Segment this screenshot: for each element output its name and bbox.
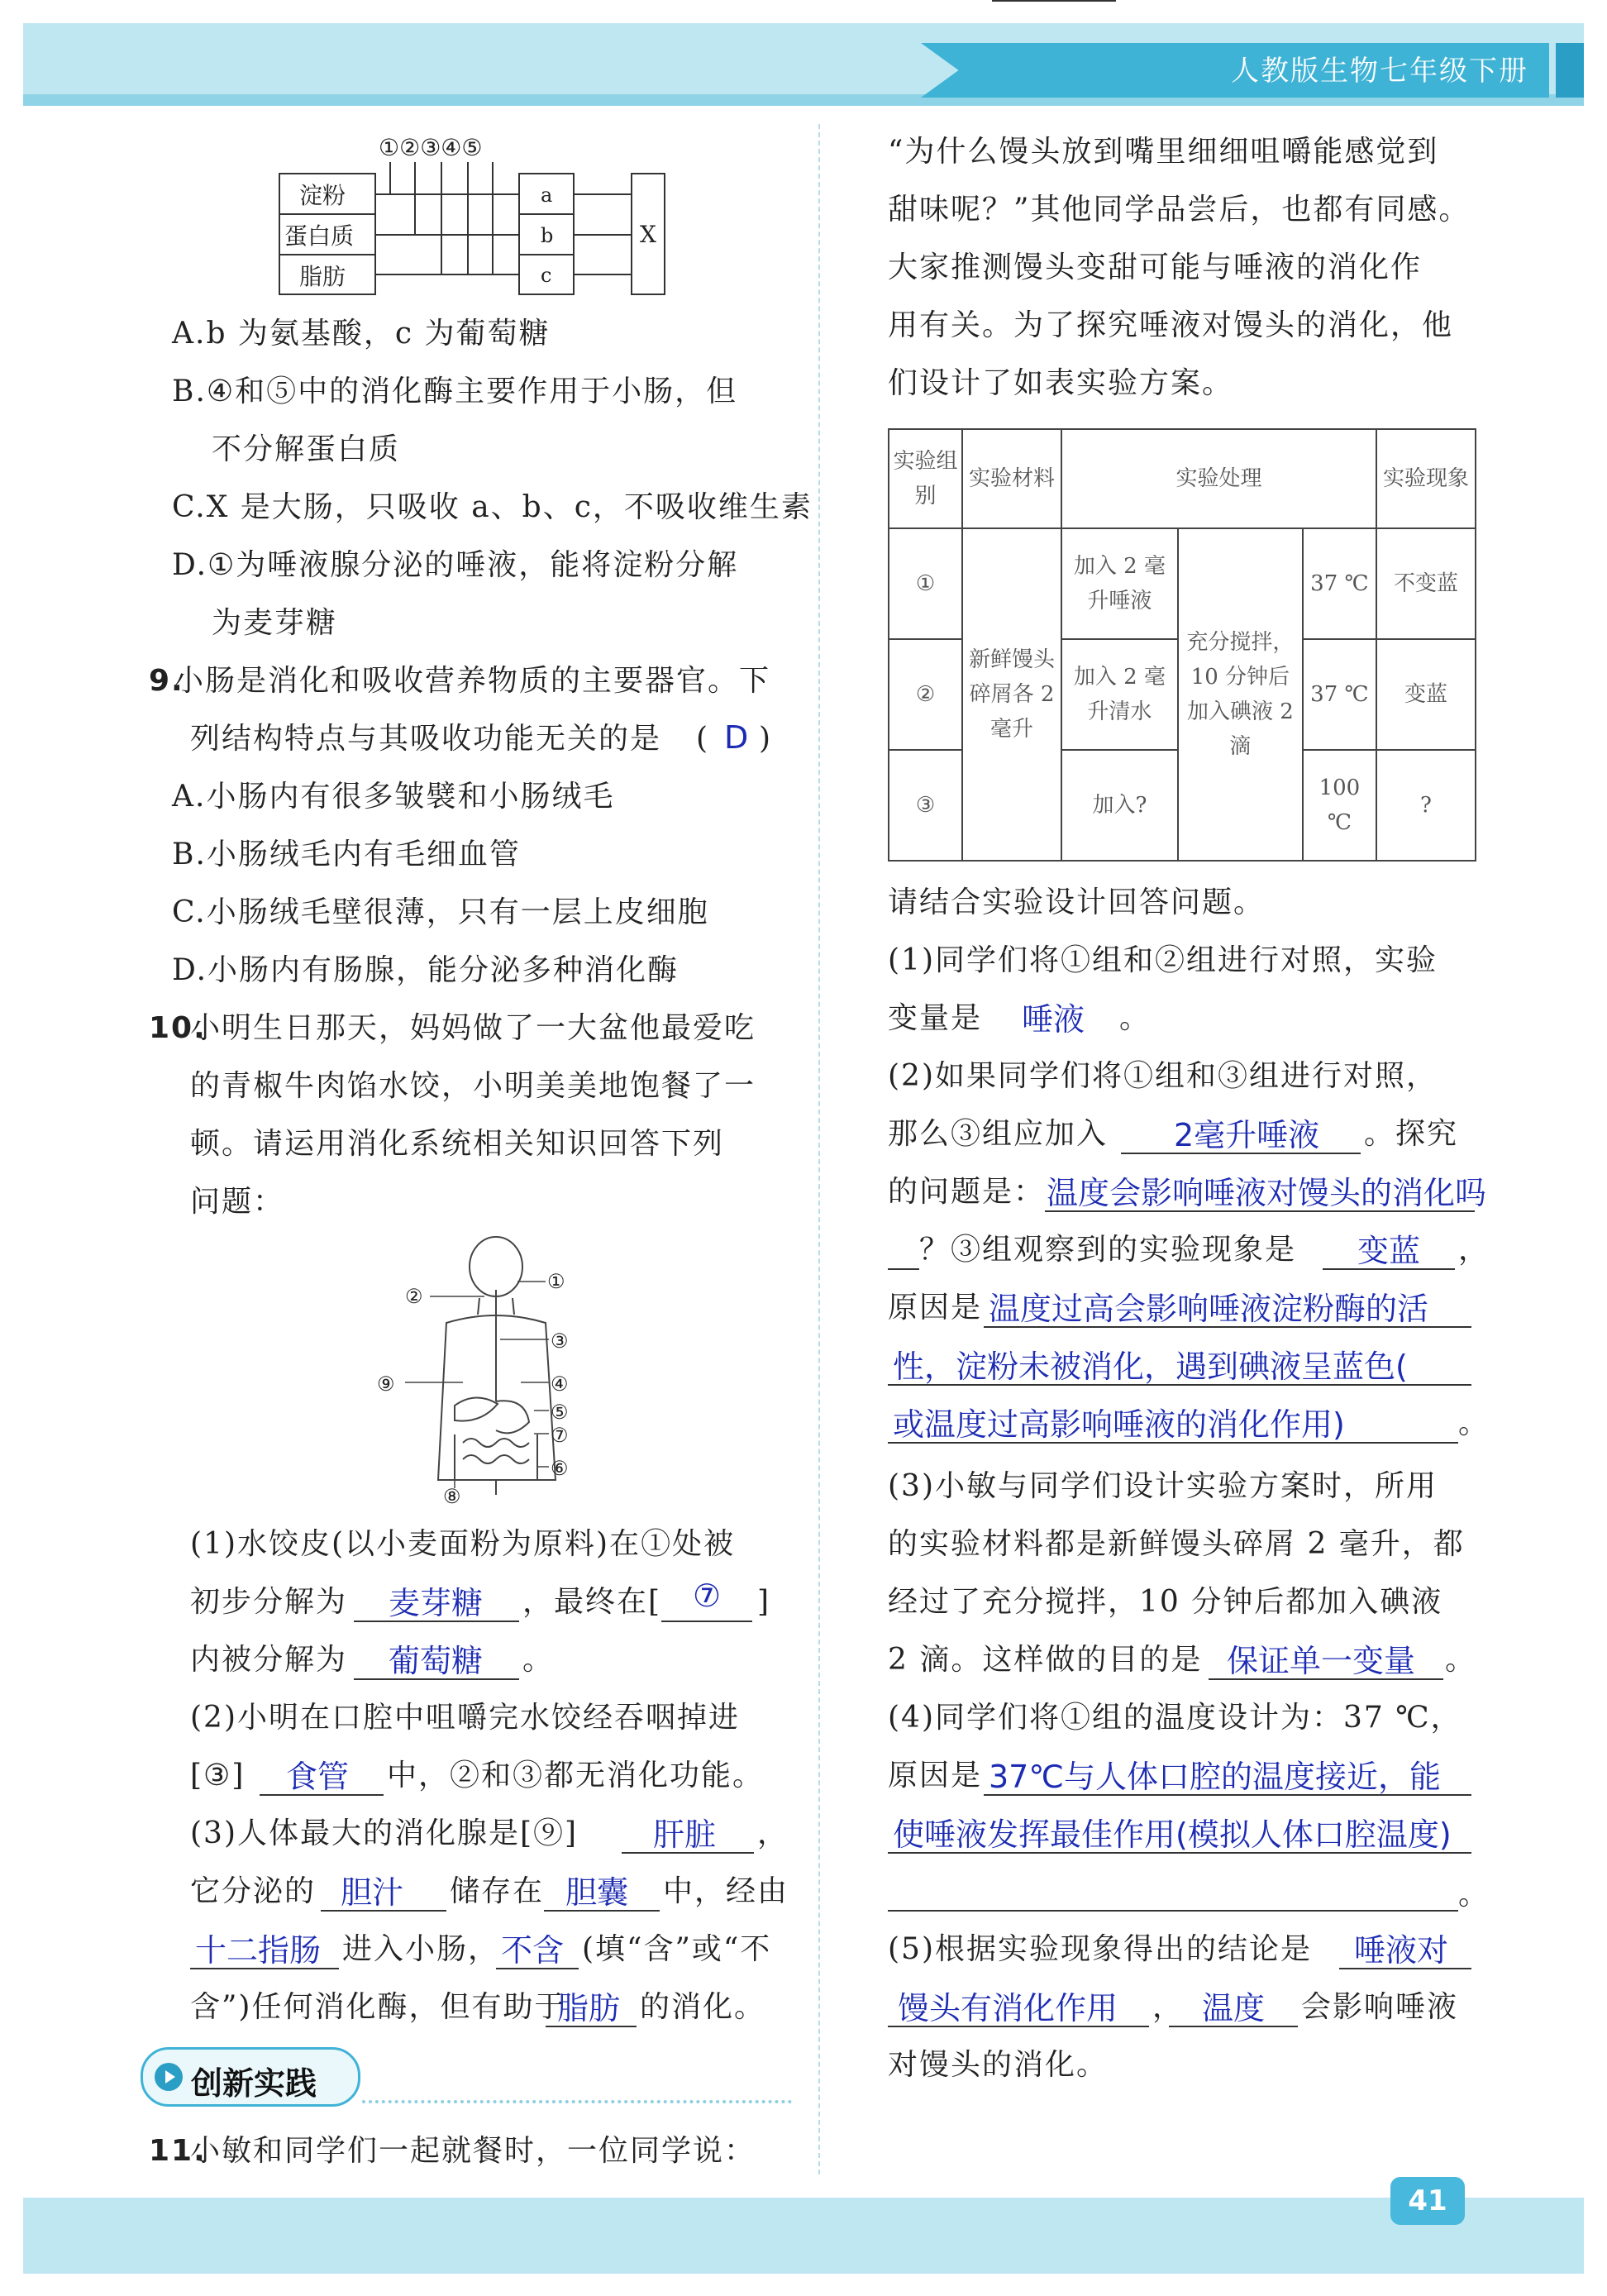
q11-2-text-d: 的问题是： (888, 1175, 1046, 1209)
q11-2-text-e: ？③组观察到的实验现象是 (919, 1233, 1297, 1267)
q10-1-text-f: 。 (522, 1643, 555, 1677)
q10-stem-2: 的青椒牛肉馅水饺，小明美美地饱餐了一 (190, 1069, 756, 1103)
q11-1-line-1: (1)同学们将①组和②组进行对照，实验 (888, 943, 1438, 977)
q11-answer-temperature: 温度 (1202, 1990, 1266, 2026)
q11-3-text-e: 。 (1445, 1643, 1477, 1677)
q11-5-text-c: 会影响唾液 (1301, 1990, 1459, 2024)
diagram-row-fat: 脂肪 (299, 263, 346, 290)
diagram-box-a: a (541, 184, 553, 207)
q11-answer-reason-2: 性，淀粉未被消化，遇到碘液呈蓝色( (893, 1348, 1408, 1385)
column-divider (818, 124, 820, 2174)
q11-answer-reason-1: 温度过高会影响唾液淀粉酶的活 (989, 1291, 1429, 1327)
q11-answer-2ml-saliva: 2毫升唾液 (1174, 1117, 1320, 1153)
q10-2-line-1: (2)小明在口腔中咀嚼完水饺经吞咽掉进 (190, 1701, 740, 1735)
q10-3-text-e: 中，经由 (663, 1874, 789, 1908)
th-result: 实验现象 (1376, 429, 1476, 528)
footer-band (23, 2198, 1584, 2274)
q10-3-text-g: (填“含”或“不 (582, 1932, 772, 1966)
q11-answer-question: 温度会影响唾液对馒头的消化吗 (1047, 1175, 1487, 1211)
q11-stem-6: 们设计了如表实验方案。 (888, 366, 1234, 400)
q11-2-text-g: 原因是 (888, 1291, 983, 1325)
svg-text:⑤: ⑤ (551, 1401, 569, 1424)
q10-3-text-h: 含”)任何消化酶，但有助于 (190, 1990, 566, 2024)
q8-option-b-cont: 不分解蛋白质 (212, 432, 401, 466)
q11-4-line-1: (4)同学们将①组的温度设计为：37 ℃， (888, 1701, 1462, 1735)
table-row-result: 不变蓝 (1376, 528, 1476, 639)
table-row-group: ③ (889, 750, 962, 861)
table-row-group: ① (889, 528, 962, 639)
q11-2-text-f: ， (1458, 1233, 1490, 1267)
q8-option-b: B.④和⑤中的消化酶主要作用于小肠，但 (172, 375, 738, 408)
q9-paren-open: ( (696, 722, 710, 756)
table-row-temp: 37 ℃ (1303, 639, 1376, 750)
q10-1-text-c: ，最终在[ (522, 1585, 662, 1619)
digestion-flow-diagram (273, 132, 678, 298)
q9-number: 9. (149, 664, 184, 698)
q11-stem-3: 甜味呢？”其他同学品尝后，也都有同感。 (888, 193, 1471, 227)
q8-option-d-cont: 为麦芽糖 (212, 606, 338, 640)
q11-stem-4: 大家推测馒头变甜可能与唾液的消化作 (888, 251, 1423, 284)
q10-number: 10. (149, 1011, 207, 1045)
q10-answer-liver: 肝脏 (653, 1816, 717, 1853)
q10-2-text-c: 中，②和③都无消化功能。 (387, 1759, 765, 1792)
svg-text:②: ② (405, 1285, 423, 1308)
svg-text:⑦: ⑦ (551, 1424, 569, 1447)
q9-answer: D (724, 719, 749, 756)
q11-4-text-b: 原因是 (888, 1759, 983, 1792)
table-row-temp: 100 ℃ (1303, 750, 1376, 861)
diagram-step-numbers: ①②③④⑤ (379, 134, 483, 161)
q11-5-text-d: 对馒头的消化。 (888, 2048, 1109, 2082)
q10-stem-4: 问题： (190, 1185, 285, 1219)
header-bar (1556, 43, 1584, 98)
q10-stem-1: 小明生日那天，妈妈做了一大盆他最爱吃 (190, 1011, 756, 1045)
th-group: 实验组别 (889, 429, 962, 528)
q10-stem-3: 顿。请运用消化系统相关知识回答下列 (190, 1127, 725, 1161)
q9-option-b: B.小肠绒毛内有毛细血管 (172, 838, 521, 871)
q10-answer-duodenum: 十二指肠 (195, 1932, 322, 1969)
q10-answer-bile: 胆汁 (341, 1874, 404, 1911)
diagram-row-starch: 淀粉 (299, 182, 346, 209)
diagram-x: X (640, 221, 656, 248)
q11-3-text-d: 2 滴。这样做的目的是 (888, 1643, 1203, 1677)
table-row-result: 变蓝 (1376, 639, 1476, 750)
th-treatment: 实验处理 (1061, 429, 1376, 528)
q9-option-c: C.小肠绒毛壁很薄，只有一层上皮细胞 (172, 895, 709, 929)
q11-2-text-b: 那么③组应加入 (888, 1117, 1109, 1151)
q10-3-text-d: 储存在 (450, 1874, 545, 1908)
q11-1-text-b: 变量是 (888, 1001, 983, 1035)
table-stir: 充分搅拌，10 分钟后加入碘液 2 滴 (1178, 528, 1303, 861)
q10-answer-no-enzyme: 不含 (501, 1932, 565, 1969)
table-row-temp: 37 ℃ (1303, 528, 1376, 639)
q10-1-text-e: 内被分解为 (190, 1643, 348, 1677)
q10-2-text-b: [③] (190, 1759, 246, 1792)
q11-stem-1: 小敏和同学们一起就餐时，一位同学说： (190, 2134, 756, 2168)
experiment-table (888, 428, 1476, 862)
q9-paren-close: ) (759, 722, 773, 756)
table-row-add: 加入 2 毫升唾液 (1061, 528, 1178, 639)
q10-1-text-d: ] (757, 1585, 771, 1619)
q10-3-text-c: 它分泌的 (190, 1874, 317, 1908)
q9-option-a: A.小肠内有很多皱襞和小肠绒毛 (172, 780, 615, 814)
diagram-row-protein: 蛋白质 (284, 222, 355, 250)
q10-answer-gallbladder: 胆囊 (565, 1874, 629, 1911)
q11-answer-saliva: 唾液 (1022, 1001, 1085, 1038)
q11-answer-reason-3: 或温度过高影响唾液的消化作用) (893, 1406, 1345, 1443)
table-row-add: 加入? (1061, 750, 1178, 861)
q11-2-text-h: 。 (1458, 1406, 1490, 1440)
play-icon (155, 2063, 183, 2091)
q11-stem-5: 用有关。为了探究唾液对馒头的消化，他 (888, 308, 1454, 342)
q11-3-line-2: 的实验材料都是新鲜馒头碎屑 2 毫升，都 (888, 1527, 1465, 1561)
diagram-box-c: c (541, 264, 552, 287)
q11-answer-conclusion-1: 唾液对 (1354, 1932, 1449, 1969)
table-material: 新鲜馒头碎屑各 2 毫升 (962, 528, 1061, 861)
q11-2-line-1: (2)如果同学们将①组和③组进行对照， (888, 1059, 1438, 1093)
q10-answer-seven: ⑦ (693, 1578, 722, 1614)
q11-4-text-c: 。 (1458, 1878, 1490, 1912)
q10-1-line-1: (1)水饺皮(以小麦面粉为原料)在①处被 (190, 1527, 736, 1561)
page-number: 41 (1390, 2177, 1465, 2225)
q11-5-text-b: ， (1152, 1990, 1185, 2024)
svg-text:⑧: ⑧ (443, 1485, 461, 1505)
q10-answer-maltose: 麦芽糖 (389, 1585, 484, 1621)
th-material: 实验材料 (962, 429, 1061, 528)
q11-5-text-a: (5)根据实验现象得出的结论是 (888, 1932, 1312, 1966)
q11-number: 11. (149, 2134, 207, 2168)
svg-text:①: ① (547, 1270, 565, 1293)
q10-answer-glucose: 葡萄糖 (389, 1643, 484, 1679)
q10-1-text-b: 初步分解为 (190, 1585, 348, 1619)
q8-option-d: D.①为唾液腺分泌的唾液，能将淀粉分解 (172, 548, 739, 582)
q10-answer-fat: 脂肪 (557, 1990, 621, 2026)
q10-3-text-a: (3)人体最大的消化腺是[⑨] (190, 1816, 579, 1850)
svg-text:⑨: ⑨ (377, 1372, 395, 1396)
table-row-result: ? (1376, 750, 1476, 861)
q11-intro: 请结合实验设计回答问题。 (888, 885, 1266, 919)
q10-3-text-f: 进入小肠， (342, 1932, 500, 1966)
section-dotted-rule (362, 2100, 792, 2103)
svg-text:③: ③ (551, 1329, 569, 1353)
q8-option-c: C.X 是大肠，只吸收 a、b、c，不吸收维生素 (172, 490, 813, 524)
svg-text:④: ④ (551, 1372, 569, 1396)
q11-answer-conclusion-2: 馒头有消化作用 (898, 1990, 1118, 2026)
section-heading (141, 2047, 360, 2107)
section-title: 创新实践 (191, 2065, 317, 2102)
svg-text:⑥: ⑥ (551, 1457, 569, 1480)
q11-answer-temp-reason-1: 37℃与人体口腔的温度接近，能 (989, 1759, 1442, 1795)
q11-2-text-c: 。探究 (1364, 1117, 1459, 1151)
q11-3-line-3: 经过了充分搅拌，10 分钟后都加入碘液 (888, 1585, 1443, 1619)
digestive-system-figure (372, 1232, 603, 1505)
q11-answer-temp-reason-2: 使唾液发挥最佳作用(模拟人体口腔温度) (893, 1816, 1452, 1853)
table-row-group: ② (889, 639, 962, 750)
q10-3-text-i: 的消化。 (640, 1990, 766, 2024)
q8-option-a: A.b 为氨基酸，c 为葡萄糖 (172, 317, 551, 351)
q9-option-d: D.小肠内有肠腺，能分泌多种消化酶 (172, 953, 680, 987)
q11-answer-single-variable: 保证单一变量 (1227, 1643, 1416, 1679)
q10-3-text-b: ， (757, 1816, 789, 1850)
q11-stem-2: “为什么馒头放到嘴里细细咀嚼能感觉到 (888, 135, 1439, 169)
q11-answer-turns-blue: 变蓝 (1357, 1233, 1421, 1269)
q9-stem-2: 列结构特点与其吸收功能无关的是 (190, 722, 662, 756)
q11-1-text-c: 。 (1119, 1001, 1152, 1035)
diagram-box-b: b (541, 224, 554, 247)
q11-3-line-1: (3)小敏与同学们设计实验方案时，所用 (888, 1469, 1438, 1503)
q10-answer-esophagus: 食管 (286, 1759, 350, 1795)
header-title: 人教版生物七年级下册 (1231, 55, 1528, 88)
table-row-add: 加入 2 毫升清水 (1061, 639, 1178, 750)
q9-stem-1: 小肠是消化和吸收营养物质的主要器官。下 (174, 664, 771, 698)
